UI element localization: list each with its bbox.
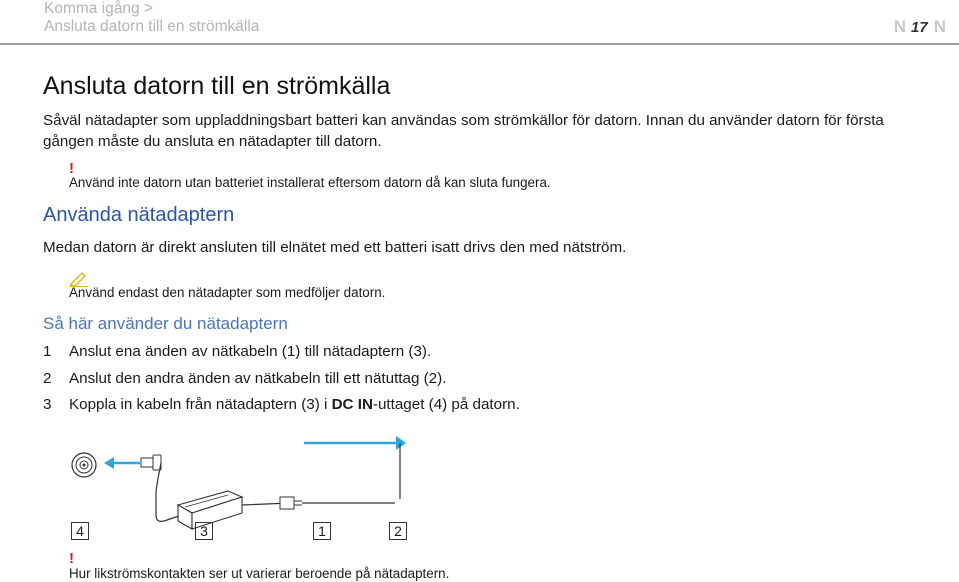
footer-exclamation-icon: ! — [69, 550, 74, 567]
page-header — [0, 0, 959, 44]
footer-note: Hur likströmskontakten ser ut varierar beroende på nätadaptern. — [69, 566, 450, 581]
step-number: 1 — [43, 343, 52, 360]
callout-2: 2 — [389, 522, 407, 540]
next-page-arrow-icon[interactable]: N — [933, 17, 945, 36]
howto-heading: Så här använder du nätadaptern — [43, 314, 288, 333]
dc-in-label: DC IN — [331, 396, 373, 413]
step-text: Koppla in kabeln från nätadaptern (3) i DC IN-uttaget (4) på datorn. — [69, 396, 520, 413]
insert-arrow-left-icon — [104, 457, 140, 469]
breadcrumb-parent[interactable]: Komma igång > — [44, 0, 153, 17]
tip-note: Använd endast den nätadapter som medföljer datorn. — [69, 285, 386, 300]
section-body: Medan datorn är direkt ansluten till elnätet med ett batteri isatt drivs den med nätström. — [43, 239, 627, 256]
callout-1: 1 — [313, 522, 331, 540]
intro-paragraph: Såväl nätadapter som uppladdningsbart batteri kan användas som strömkällor för datorn. Innan du använder datorn för första gången måste du ansluta en nätadapter till datorn. — [43, 112, 884, 150]
callout-4: 4 — [71, 522, 89, 540]
warning-note: Använd inte datorn utan batteriet installerat eftersom datorn då kan sluta fungera. — [69, 175, 551, 190]
callout-3: 3 — [195, 522, 213, 540]
page-navigation — [894, 17, 945, 37]
breadcrumb-current: Ansluta datorn till en strömkälla — [44, 18, 260, 35]
header-divider — [0, 43, 959, 45]
step-number: 3 — [43, 396, 52, 413]
warning-exclamation-icon: ! — [69, 160, 74, 177]
insert-arrow-right-icon — [304, 436, 406, 499]
page-title: Ansluta datorn till en strömkälla — [43, 72, 391, 100]
dc-in-port-icon — [72, 453, 96, 477]
step-text: Anslut ena änden av nätkabeln (1) till nätadaptern (3). — [69, 343, 432, 360]
previous-page-arrow-icon[interactable]: N — [893, 17, 906, 36]
section-heading: Använda nätadaptern — [43, 204, 235, 226]
power-cord-plug-icon — [280, 497, 395, 509]
page-number: 17 — [911, 18, 928, 36]
adapter-connection-illustration — [60, 433, 420, 548]
step-number: 2 — [43, 370, 52, 387]
step-text: Anslut den andra änden av nätkabeln till ett nätuttag (2). — [69, 370, 447, 387]
